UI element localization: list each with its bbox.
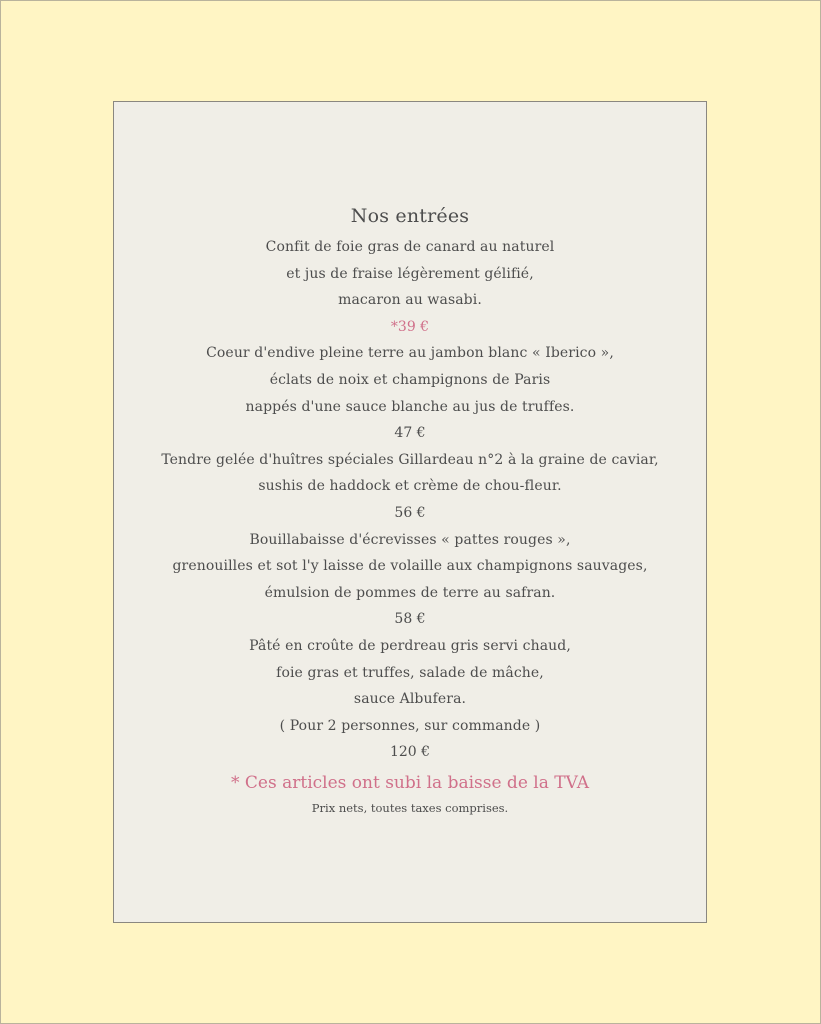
menu-item-foie-gras <box>114 234 706 340</box>
menu-item-price: 120 € <box>389 744 431 761</box>
menu-item-price: 56 € <box>394 504 426 521</box>
menu-item-line: Confit de foie gras de canard au naturel <box>265 239 555 255</box>
menu-item-line: sauce Albufera. <box>353 691 467 708</box>
menu-item-pate-en-croute <box>114 633 706 766</box>
vat-note: * Ces articles ont subi la baisse de la TVA <box>231 772 589 793</box>
menu-item-huitres <box>114 447 706 527</box>
menu-item-line: éclats de noix et champignons de Paris <box>269 371 551 388</box>
menu-item-line: et jus de fraise légèrement gélifié, <box>286 265 534 282</box>
menu-item-line: Coeur d'endive pleine terre au jambon blanc « Iberico », <box>206 345 614 362</box>
menu-item-price: *39 € <box>390 318 430 335</box>
menu-card <box>113 101 707 923</box>
menu-item-bouillabaisse <box>114 527 706 633</box>
menu-item-price: 47 € <box>394 425 426 442</box>
menu-item-line: Bouillabaisse d'écrevisses « pattes rouges », <box>249 531 571 548</box>
menu-item-line: foie gras et truffes, salade de mâche, <box>276 664 544 681</box>
menu-item-line: nappés d'une sauce blanche au jus de truffes. <box>245 398 575 415</box>
menu-title: Nos entrées <box>350 205 470 227</box>
menu-item-line: grenouilles et sot l'y laisse de volaille aux champignons sauvages, <box>172 558 648 575</box>
menu-item-line: macaron au wasabi. <box>338 292 482 309</box>
menu-content <box>114 202 706 817</box>
menu-item-line: ( Pour 2 personnes, sur commande ) <box>279 717 541 734</box>
menu-item-endive <box>114 340 706 446</box>
footer-note: Prix nets, toutes taxes comprises. <box>311 800 509 815</box>
menu-item-line: sushis de haddock et crème de chou-fleur. <box>258 478 562 495</box>
menu-item-line: Tendre gelée d'huîtres spéciales Gillardeau n°2 à la graine de caviar, <box>161 451 659 468</box>
menu-item-price: 58 € <box>394 611 426 628</box>
menu-item-line: Pâté en croûte de perdreau gris servi chaud, <box>249 637 571 654</box>
menu-item-line: émulsion de pommes de terre au safran. <box>264 584 556 601</box>
